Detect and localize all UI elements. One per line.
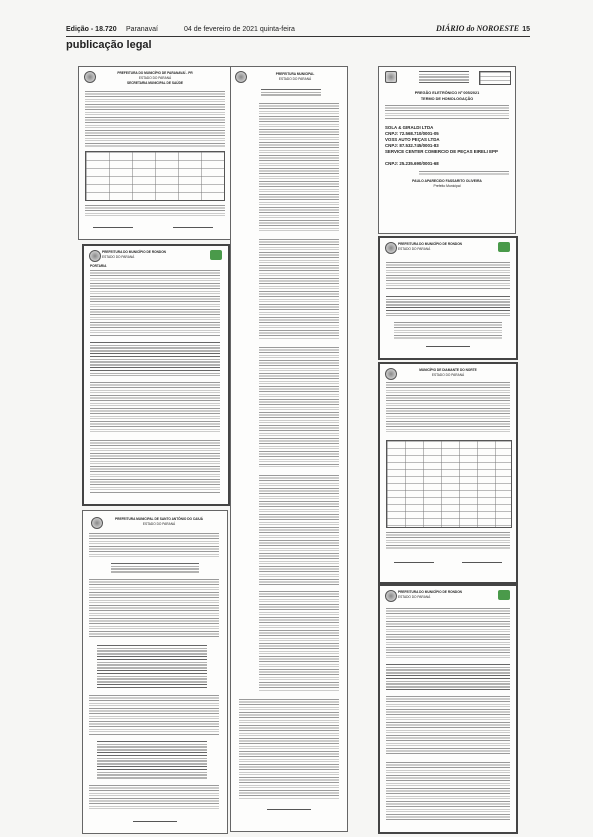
rondon-emblem-icon bbox=[498, 242, 510, 252]
notice-paranavai-health bbox=[78, 66, 232, 240]
page-header bbox=[66, 22, 530, 37]
page-number: 15 bbox=[522, 26, 530, 33]
protocol-stamp bbox=[479, 71, 511, 85]
notice-body-text bbox=[90, 440, 220, 494]
notice-body-text bbox=[90, 342, 220, 376]
notice-body-text bbox=[89, 533, 219, 557]
notice-subtitle: ESTADO DO PARANÁ bbox=[398, 247, 431, 251]
signature-line bbox=[394, 562, 434, 563]
notice-title: PREFEITURA DO MUNICÍPIO DE RONDON bbox=[102, 250, 166, 254]
notice-subtitle: ESTADO DO PARANÁ bbox=[102, 255, 135, 259]
notice-body-text bbox=[97, 741, 207, 779]
newspaper-logo: DIÁRIO do NOROESTE bbox=[436, 24, 520, 33]
notice-homologacao bbox=[378, 66, 516, 234]
notice-body-text bbox=[386, 696, 510, 756]
notice-body-text bbox=[386, 762, 510, 820]
notice-title: PREFEITURA MUNICIPAL DE SANTO ANTÔNIO DO CAIUÁ bbox=[115, 517, 203, 521]
notice-body-text bbox=[386, 532, 510, 550]
notice-subtitle: ESTADO DO PARANÁ bbox=[278, 77, 312, 81]
notice-diamante-norte bbox=[378, 362, 518, 584]
company-2-cnpj: CNPJ: 87.532.745/0001-83 bbox=[385, 143, 439, 148]
paranavai-crest-icon bbox=[84, 71, 96, 83]
notice-body-text bbox=[259, 347, 339, 467]
notice-body-text bbox=[261, 89, 321, 97]
signature-line bbox=[426, 346, 470, 347]
notice-body-text bbox=[386, 608, 510, 658]
notice-body-text bbox=[419, 171, 509, 175]
notice-title: PREFEITURA DO MUNICÍPIO DE PARANAVAÍ - PR bbox=[117, 71, 193, 75]
city-name: Paranavaí bbox=[126, 26, 158, 33]
notice-subtitle: ESTADO DO PARANÁ bbox=[138, 76, 172, 80]
notice-body-text bbox=[89, 695, 219, 735]
signer-name: PAULO APARECIDO FASSARITO OLIVEIRA bbox=[412, 179, 482, 183]
notice-body-text bbox=[89, 785, 219, 811]
notice-subtitle: ESTADO DO PARANÁ bbox=[142, 522, 176, 526]
notice-body-text bbox=[385, 105, 509, 119]
santo-antonio-crest-icon bbox=[91, 517, 103, 529]
edition-number: Edição - 18.720 bbox=[66, 26, 117, 33]
signer-role: Prefeito Municipal bbox=[433, 184, 461, 188]
notice-subtitle: ESTADO DO PARANÁ bbox=[398, 595, 431, 599]
company-1-name: SOLA & GIRALDI LTDA bbox=[385, 125, 434, 130]
company-3-cnpj: CNPJ: 25.235.690/0001-68 bbox=[385, 161, 439, 166]
notice-santo-antonio bbox=[82, 510, 228, 834]
notice-heading: SECRETARIA MUNICIPAL DE SAÚDE bbox=[126, 81, 184, 85]
notice-body-text bbox=[259, 475, 339, 585]
signature-line bbox=[267, 809, 311, 810]
company-2-name: VOSS AUTO PEÇAS LTDA bbox=[385, 137, 440, 142]
notice-title: PREFEITURA DO MUNICÍPIO DE RONDON bbox=[398, 590, 462, 594]
rondon-crest-icon bbox=[385, 590, 397, 602]
notice-body-text bbox=[97, 645, 207, 689]
rondon-crest-icon bbox=[89, 250, 101, 262]
notice-title: PREFEITURA DO MUNICÍPIO DE RONDON bbox=[398, 242, 462, 246]
notice-body-text bbox=[89, 579, 219, 639]
municipal-crest-icon bbox=[385, 71, 397, 83]
notice-heading: PORTARIA bbox=[90, 264, 107, 268]
notice-items-table bbox=[386, 440, 512, 528]
notice-center-column bbox=[230, 66, 348, 832]
notice-rondon-mid bbox=[378, 236, 518, 360]
homologacao-heading: PREGÃO ELETRÔNICO Nº 005/2021 bbox=[414, 91, 480, 95]
notice-body-text bbox=[90, 382, 220, 432]
notice-body-text bbox=[111, 563, 199, 573]
rondon-emblem-icon bbox=[498, 590, 510, 600]
signature-line bbox=[462, 562, 502, 563]
notice-body-text bbox=[394, 322, 502, 340]
notice-header-text bbox=[419, 71, 469, 83]
notice-body-text bbox=[90, 270, 220, 336]
notice-body-text bbox=[386, 262, 510, 290]
rondon-crest-icon bbox=[385, 242, 397, 254]
signature-line bbox=[133, 821, 177, 822]
notice-body-text bbox=[259, 239, 339, 339]
notice-body-text bbox=[259, 103, 339, 233]
notice-rondon-top bbox=[82, 244, 230, 506]
publication-date: 04 de fevereiro de 2021 quinta-feira bbox=[184, 26, 295, 33]
signature-line bbox=[173, 227, 213, 228]
notice-body-text bbox=[386, 296, 510, 316]
company-3-name: SERVICE CENTER COMERCIO DE PEÇAS EIRELI EPP bbox=[385, 149, 498, 154]
diamante-crest-icon bbox=[385, 368, 397, 380]
notice-body-text bbox=[85, 91, 225, 147]
notice-body-text bbox=[239, 699, 339, 799]
notice-rondon-bottom bbox=[378, 584, 518, 834]
notice-closing-text bbox=[85, 205, 225, 217]
notice-body-text bbox=[386, 664, 510, 690]
notice-title: PREFEITURA MUNICIPAL bbox=[275, 72, 315, 76]
section-title: publicação legal bbox=[66, 39, 152, 51]
company-1-cnpj: CNPJ: 72.568.710/0001-05 bbox=[385, 131, 439, 136]
notice-price-table bbox=[85, 151, 225, 201]
notice-title: MUNICÍPIO DE DIAMANTE DO NORTE bbox=[419, 368, 477, 372]
notice-subtitle: ESTADO DO PARANÁ bbox=[431, 373, 465, 377]
homologacao-subheading: TERMO DE HOMOLOGAÇÃO bbox=[420, 97, 474, 101]
notice-body-text bbox=[259, 591, 339, 691]
center-crest-icon bbox=[235, 71, 247, 83]
rondon-emblem-icon bbox=[210, 250, 222, 260]
signature-line bbox=[93, 227, 133, 228]
notice-body-text bbox=[386, 382, 510, 434]
